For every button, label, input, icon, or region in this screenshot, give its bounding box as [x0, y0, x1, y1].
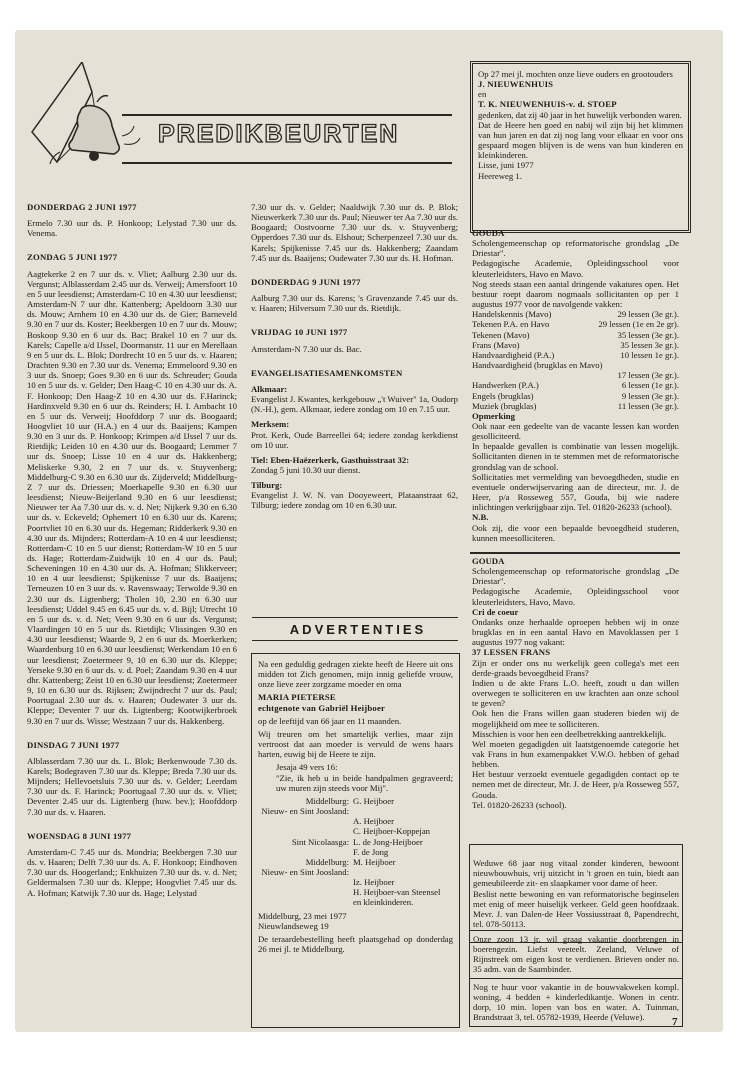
family-row	[258, 826, 453, 836]
location-label: Alkmaar:	[251, 383, 288, 394]
gouda2-p1: Scholengemeenschap op reformatorische grondslag „De Driestar".	[472, 566, 679, 587]
paragraph: Evangelist J. W. N. van Dooyeweert, Plataanstraat 62, Tilburg; iedere zondag om 10 en 6.30 uur.	[251, 490, 458, 511]
family-place	[258, 887, 353, 897]
vak-lessen: 29 lessen (3e gr.).	[617, 309, 679, 320]
paragraph: Aalburg 7.30 uur ds. Karens; 's Gravenzande 7.45 uur ds. v. Haaren; Hilversum 7.30 uur ds. Rietdijk.	[251, 293, 458, 314]
small-ad-vakantie-zoon	[469, 930, 683, 979]
section-heading: WOENSDAG 8 JUNI 1977	[27, 830, 132, 841]
vak-lessen: 10 lessen 1e gr.).	[620, 349, 679, 360]
column-2	[251, 202, 458, 511]
family-place	[258, 877, 353, 887]
vak-name: Handvaardigheid (brugklas en Mavo)	[472, 360, 603, 371]
family-row	[258, 877, 453, 887]
obit-verse-ref: Jesaja 49 vers 16:	[276, 762, 338, 773]
anniv-intro: Op 27 mei jl. mochten onze lieve ouders en grootouders	[478, 69, 673, 79]
gouda-vacatures-ad	[472, 228, 679, 543]
adv-rule-top	[252, 617, 458, 618]
obit-address: Nieuwlandseweg 19	[258, 920, 329, 931]
vak-name: Muziek (brugklas)	[472, 400, 537, 411]
family-name: C. Heijboer-Koppejan	[353, 826, 431, 837]
family-row	[258, 837, 453, 847]
anniv-name1: J. NIEUWENHUIS	[478, 79, 554, 90]
gouda2-p8: Wel moeten gegadigden uit laatstgenoemde categorie het vak Frans in hun examenpakket V.W.O. hebben of gehad hebben.	[472, 738, 679, 770]
family-row	[258, 816, 453, 826]
section-heading: DONDERDAG 9 JUNI 1977	[251, 276, 361, 287]
gouda2-vak: 37 LESSEN FRANS	[472, 647, 551, 658]
vak-lessen: 9 lessen (3e gr.).	[621, 390, 679, 401]
predikbeurten-banner	[22, 62, 455, 182]
paragraph: 7.30 uur ds. v. Gelder; Naaldwijk 7.30 uur ds. P. Blok; Nieuwerkerk 7.30 uur ds. Paul; Nieuwer ter Aa 7.30 uur ds. Boogaard; Oostvoorne 7.30 uur ds. v. Stuyvenberg; Opperdoes 7.30 uur ds. Elshout; Scherpenzeel 7.30 uur ds. Karels; Spijkenisse 7.45 uur ds. Hakkenberg; Zaandam 7.45 uur ds. Baaijens; Oudewater 7.30 uur ds. H. Hofman.	[251, 202, 459, 263]
vak-name: Handwerken (P.A.)	[472, 380, 539, 391]
small-ad-te-huur	[469, 978, 683, 1027]
obit-name: MARIA PIETERSE	[258, 692, 336, 703]
family-place	[258, 847, 353, 857]
anniv-street: Heereweg 1.	[478, 170, 522, 181]
vak-lessen: 11 lessen (3e gr.).	[617, 400, 679, 411]
family-place	[258, 826, 353, 836]
paragraph: Zondag 5 juni 10.30 uur dienst.	[251, 464, 361, 475]
vak-row	[472, 330, 679, 340]
family-name: F. de Jong	[353, 846, 389, 857]
location-label: Merksem:	[251, 419, 290, 430]
vak-row	[472, 340, 679, 350]
gouda1-p3: Nog steeds staan een aantal dringende vakatures open. Het bestuur roept daarom nogmaals sollicitanten op per 1 augustus 1977 voor de navolgende vakken:	[472, 278, 679, 310]
family-name: M. Heijboer	[353, 856, 396, 867]
page-number: 7	[672, 1016, 678, 1028]
anniversary-ad	[470, 61, 691, 233]
family-place: Nieuw- en Sint Joosland:	[261, 806, 349, 817]
family-place	[258, 897, 353, 907]
gouda1-opm-head: Opmerking	[472, 410, 515, 421]
family-row	[258, 847, 453, 857]
gouda1-opm: Ook naar een gedeelte van de vacante lessen kan worden gesolliciteerd.	[472, 420, 679, 442]
obit-place-date: Middelburg, 23 mei 1977	[258, 910, 347, 921]
family-place: Sint Nicolaasga:	[291, 836, 349, 847]
paragraph: Alblasserdam 7.30 uur ds. L. Blok; Berkenwoude 7.30 ds. Karels; Bodegraven 7.30 uur ds. Kleppe; Breda 7.30 uur ds. Mijnders; Hellevoetsluis 7.30 uur ds. v. Gelder; Leerdam 7.30 uur ds. F. Harinck; Poortugaal 7.30 uur ds. v. Vliet; Deventer 2.45 uur ds. Ligtenberg (huw. bev.); Hoofddorp 7.30 uur ds. v. Haaren.	[27, 755, 237, 817]
family-place: Nieuw- en Sint Joosland:	[261, 866, 349, 877]
vak-name: Frans (Mavo)	[472, 339, 520, 350]
vak-row	[472, 360, 679, 370]
anniv-city: Lisse, juni 1977	[478, 160, 534, 171]
small-ad-1-text: Weduwe 68 jaar nog vitaal zonder kinderen, bewoont nieuwbouwhuis, vrij uitzicht in 't groen en tuin, biedt aan gemeubileerde zit- en slaapkamer voor dame of heer. Beslist nette bewoning en van reformatorische beginselen met enig of meer huiselijk verkeer. Geld geen hoofdzaak. Mevr. J. van Dalen-de Heer Vossiusstraat 8, Papendrecht, tel. 078-50113.	[473, 858, 679, 930]
obit-family-list	[258, 796, 453, 908]
obit-verse: "Zie, ik heb u in beide handpalmen gegraveerd; uw muren zijn steeds voor Mij".	[276, 772, 453, 793]
small-ad-3-text: Nog te huur voor vakantie in de bouwvakweken kompl. woning, 4 bedden + kinderledikantje. Wonen in centr. dorp, 10 min. lopen van bos en water. A. Tuinman, Brandstraat 3, tel. 05782-1939, Heerde (Veluwe).	[473, 982, 679, 1023]
family-name: Iz. Heijboer	[353, 877, 395, 888]
vak-row	[472, 350, 679, 360]
vak-row	[472, 380, 679, 390]
gouda1-p2: Pedagogische Academie, Opleidingsschool voor kleuterleidsters, Havo en Mavo.	[472, 258, 679, 279]
vak-row	[472, 391, 679, 401]
anniv-name2: T. K. NIEUWENHUIS-v. d. STOEP	[478, 99, 617, 110]
divider-gouda	[470, 552, 680, 554]
family-name	[353, 806, 453, 816]
family-row	[258, 857, 453, 867]
section-heading: ZONDAG 5 JUNI 1977	[27, 252, 118, 263]
gouda1-nb-head: N.B.	[472, 512, 489, 523]
obit-intro: Na een geduldig gedragen ziekte heeft de Heere uit ons midden tot Zich genomen, mijn innig geliefde vrouw, onze lieve zeer zorgzame moeder en oma	[258, 659, 453, 690]
paragraph: Amsterdam-C 7.45 uur ds. Mondria; Beekbergen 7.30 uur ds. v. Haaren; Delft 7.30 uur ds. A. F. Honkoop; Eindhoven 7.30 uur ds. Hoogerland;; Enkhuizen 7.30 uur ds. v. d. Net; Geldermalsen 7.30 uur ds. Kleppe; Hoogvliet 7.45 uur ds. A. Hofman; Katwijk 7.30 uur ds. Hage; Lelystad	[27, 846, 237, 898]
vak-name: Handvaardigheid (P.A.)	[472, 349, 555, 360]
vak-lessen: 6 lessen (1e gr.).	[621, 380, 679, 391]
paragraph: Prot. Kerk, Oude Barreellei 64; iedere zondag kerkdienst om 10 uur.	[251, 429, 458, 450]
family-row	[258, 867, 453, 877]
family-name: en kleinkinderen.	[353, 897, 414, 908]
small-ad-2-text: Onze zoon 13 jr. wil graag vakantie doorbrengen in boerengezin. Liefst veeteelt. Zeeland, Veluwe of Rijnstreek om eigen kost te verdienen. Brieven onder no. 35 adm. van de Saambinder.	[473, 934, 679, 975]
gouda2-p6: Ook hen die Frans willen gaan studeren bieden wij de mogelijkheid om mee te solliciteren.	[472, 708, 679, 729]
section-title: PREDIKBEURTEN	[158, 120, 400, 148]
gouda2-p3: Ondanks onze herhaalde oproepen hebben wij in onze brugklas en in een aantal Havo en Mavoklassen per 1 augustus 1977 nog vakant:	[472, 616, 679, 648]
column-1	[27, 202, 237, 898]
paragraph: Amsterdam-N 7.30 uur ds. Bac.	[251, 343, 362, 354]
gouda1-head: GOUDA	[472, 228, 505, 238]
paragraph: Aagtekerke 2 en 7 uur ds. v. Vliet; Aalburg 2.30 uur ds. Vergunst; Alblasserdam 2.45 uur ds. Verweij; Amersfoort 10 en 5 uur leesdienst; Amsterdam-C 10 en 4.30 uur leesdienst; Amsterdam-N 7 uur dhr. Kattenberg; Apeldoorn 3.30 uur ds. Mouw; Arnhem 10 en 4.30 uur ds. de Gier; Barneveld 9.30 en 7 uur ds. Koster; Beekbergen 10 en 7 uur ds. Mouw; Boskoop 9.30 en 6 uur ds. Bac; Brakel 10 en 7 uur ds. Karels; Capelle a/d IJssel, Doormanstr. 11 uur en Merellaan 9 en 5 uur ds. L. Blok; Dordrecht 10 en 5 uur ds. v. Haaren; Drachten 9.30 en 7.30 uur ds. Venema; Emmeloord 9.30 en 3 uur ds. Snoep; Goes 9.30 en 6 uur ds. Schreuder; Gouda 10 en 5 uur ds. v. Gelder; Den Haag-C 10 en 4.30 uur ds. A. F. Honkoop; Den Haag-Z 10 en 4.30 uur ds. F.Harinck; Hardinxveld 9.30 en 6 uur ds. Reinders; H. I. Ambacht 10 en 5 uur ds. Verweij; Hoofddorp 7 uur ds. Boogaard; Hoogvliet 10 uur (H.A.) en 4 uur ds. Baaijens; Kampen 9.30 en 3 uur ds. P. Honkoop; Krimpen a/d IJssel 7 uur ds. Rietdijk; Leiden 10 en 4.30 uur ds. Boogaard; Lemmer 7 uur ds. Snoep; Lisse 10 en 4 uur ds. Hakkenberg; Meliskerke 9.30, 2 en 7 uur ds. v. Stuyvenberg; Middelburg-C 9.30 en 6.30 uur ds. Zijderveld; Middelburg-Z 7 uur ds. Driessen; Moerkapelle 9.30 en 6.30 uur leesdienst; Nieuw-Beijerland 9.30 en 6 uur leesdienst; Nieuwer ter Aa 7.30 uur ds. v. d. Net; Nijkerk 9.30 en 6.30 uur ds. v. Eckeveld; Ophemert 10 en 6.30 uur ds. Karens; Poortvliet 10 en 6.30 uur ds. Hegeman; Ridderkerk 9.30 en 4.30 uur ds. Mijnders; Rotterdam-A 10 en 4 uur leesdienst; Rotterdam-C 10 en 5 uur dienst; Rotterdam-W 10 en 5 uur ds. Hage; Rotterdam-Zuidwijk 10 en 4 uur ds. Paul; Scheveningen 10 en 4.30 uur ds. A. Hofman; Slikkerveer; 10 en 4 uur leesdienst; Spijkenisse 7 uur ds. Baaijens; Terneuzen 10 en 3 uur ds. v. Ravenswaay; Terwolde 9.30 en 2.30 uur ds. Ligtenberg; Tholen 10, 2.30 en 6.30 uur leesdienst; Uddel 9.45 en 6.45 uur ds. v. d. Bijl; Utrecht 10 en 5 uur ds. v. d. Net; Veen 9.30 en 6 uur ds. Vergunst; Vlaardingen 10 en 5 uur ds. Rietdijk; Vlissingen 9.30 en 4.30 uur leesdienst; Waarde 9, 2 en 6 uur ds. Moerkerken; Waardenburg 10 en 6.30 uur leesdienst; Werkendam 10 en 6 uur leesdienst; Zoetermeer 9, 10 en 6.30 uur ds. Kleppe; Yerseke 9.30 en 6 uur ds. v. d. Poel; Zaandam 9.30 en 4 uur dhr. Kattenberg; Zeist 10 en 6.30 uur leesdienst; Zoetermeer 9, 10 en 6.30 uur ds. Rijksen; Zwijndrecht 7 uur ds. Paul; Poortugaal 2.30 uur ds. v. Haaren; Oudewater 3 uur ds. Kleppe; Deventer 7 uur ds. Ligtenberg; Kootwijkerbroek 9.30 en 7 uur ds. Wisse; Westzaan 7 uur ds. Hakkenberg.	[27, 268, 237, 726]
family-row	[258, 887, 453, 897]
section-heading: VRIJDAG 10 JUNI 1977	[251, 327, 348, 338]
advertenties-heading: ADVERTENTIES	[289, 622, 427, 637]
gouda1-nb: Ook zij, die voor een bepaalde bevoegdheid studeren, kunnen meesolliciteren.	[472, 522, 679, 543]
gouda1-p4: In bepaalde gevallen is combinatie van lessen mogelijk. Sollicitanten dienen in te stemmen met de reformatorische grondslag van de school.	[472, 441, 679, 472]
vak-name: Handelskennis (Mavo)	[472, 309, 552, 320]
anniv-and: en	[478, 89, 487, 100]
paragraph: Evangelist J. Kwantes, kerkgebouw „'t Wuiver" 1a, Oudorp (N.-H.), gem. Alkmaar, iedere zondag om 10 en 7.15 uur.	[251, 394, 458, 415]
vak-name: Tekenen (Mavo)	[472, 329, 530, 340]
adv-rule-bottom	[252, 640, 458, 641]
location-label: Tilburg:	[251, 480, 283, 491]
obit-age: op de leeftijd van 66 jaar en 11 maanden.	[258, 715, 402, 726]
gouda2-p4: Zijn er onder ons nu werkelijk geen collega's met een derde-graads bevoegdheid Frans?	[472, 657, 679, 678]
vak-lessen: 35 lessen 3e gr.).	[620, 339, 679, 350]
obit-spouse: echtgenote van Gabriël Heijboer	[258, 702, 386, 713]
family-name: G. Heijboer	[353, 795, 395, 806]
small-ad-weduwe	[469, 844, 683, 943]
family-place: Middelburg:	[305, 856, 349, 867]
family-place: Middelburg:	[305, 795, 349, 806]
gouda1-vakken-table	[472, 309, 679, 411]
vak-row	[472, 370, 679, 380]
paragraph: Ermelo 7.30 uur ds. P. Honkoop; Lelystad 7.30 uur ds. Venema.	[27, 218, 237, 239]
family-name: L. de Jong-Heijboer	[353, 836, 423, 847]
gouda2-p9: Het bestuur verzoekt eventuele gegadigden contact op te nemen met de directeur, Mr. J. de Heer, p/a Rosseweg 557, Gouda.	[472, 769, 679, 800]
family-row	[258, 796, 453, 806]
anniv-text1: gedenken, dat zij 40 jaar in het huwelijk verbonden waren.	[478, 109, 682, 120]
gouda2-p5: Indien u de akte Frans L.O. heeft, zoudt u dan willen overwegen te solliciteren en uw krachten aan onze school te geven?	[472, 677, 679, 709]
family-name: H. Heijboer-van Steensel	[353, 887, 441, 898]
obituary-ad	[251, 653, 460, 1028]
vak-row	[472, 319, 679, 329]
family-row	[258, 806, 453, 816]
obit-burial: De teraardebestelling heeft plaatsgehad op donderdag 26 mei jl. te Middelburg.	[258, 933, 453, 955]
vak-lessen: 35 lessen (3e gr.).	[617, 329, 679, 340]
gouda2-p2: Pedagogische Academie, Opleidingsschool voor kleuterleidsters, Havo, Mavo.	[472, 586, 679, 607]
gouda2-p7: Misschien is voor hen een deelbetrekking aantrekkelijk.	[472, 728, 667, 739]
section-heading: DINSDAG 7 JUNI 1977	[27, 739, 120, 750]
vak-lessen: 29 lessen (1e en 2e gr).	[598, 319, 679, 330]
obit-text: Wij treuren om het smartelijk verlies, maar zijn vertroost dat aan moeder is vervuld de wens haars harten, euwig bij de Heere te zijn.	[258, 728, 453, 760]
gouda1-p1: Scholengemeenschap op reformatorische grondslag „De Driestar".	[472, 238, 679, 259]
gouda2-cri: Cri de coeur	[472, 606, 519, 617]
location-label: Tiel: Eben-Haëzerkerk, Gasthuisstraat 32:	[251, 454, 410, 465]
family-place	[258, 816, 353, 826]
vak-row	[472, 401, 679, 411]
family-name: A. Heijboer	[353, 816, 395, 827]
gouda2-head: GOUDA	[472, 556, 505, 566]
vak-lessen: 17 lessen (3e gr.).	[617, 370, 679, 381]
gouda1-p5: Sollicitaties met vermelding van bevoegdheden, studie en eventuele onderwijservaring aan de directeur, mr. J. de Heer, p/a Rosseweg 557, Gouda, bij wie nadere inlichtingen verkrijgbaar zijn. Tel. 01820-26233 (school).	[472, 471, 679, 513]
anniv-text2: Dat de Heere hen goed en nabij wil zijn bij het klimmen van hun jaren en dat zij nog lang voor elkaar en voor ons gespaard mogen blijven is de wens van hun kinderen en kleinkinderen.	[478, 119, 683, 161]
vak-name: Engels (brugklas)	[472, 390, 534, 401]
family-row	[258, 897, 453, 907]
gouda-frans-ad	[472, 556, 679, 810]
vak-row	[472, 309, 679, 319]
family-name	[353, 867, 453, 877]
gouda2-p10: Tel. 01820-26233 (school).	[472, 799, 567, 810]
section-heading: DONDERDAG 2 JUNI 1977	[27, 202, 137, 212]
section-heading: EVANGELISATIESAMENKOMSTEN	[251, 367, 403, 378]
vak-name: Tekenen P.A. en Havo	[472, 319, 550, 330]
